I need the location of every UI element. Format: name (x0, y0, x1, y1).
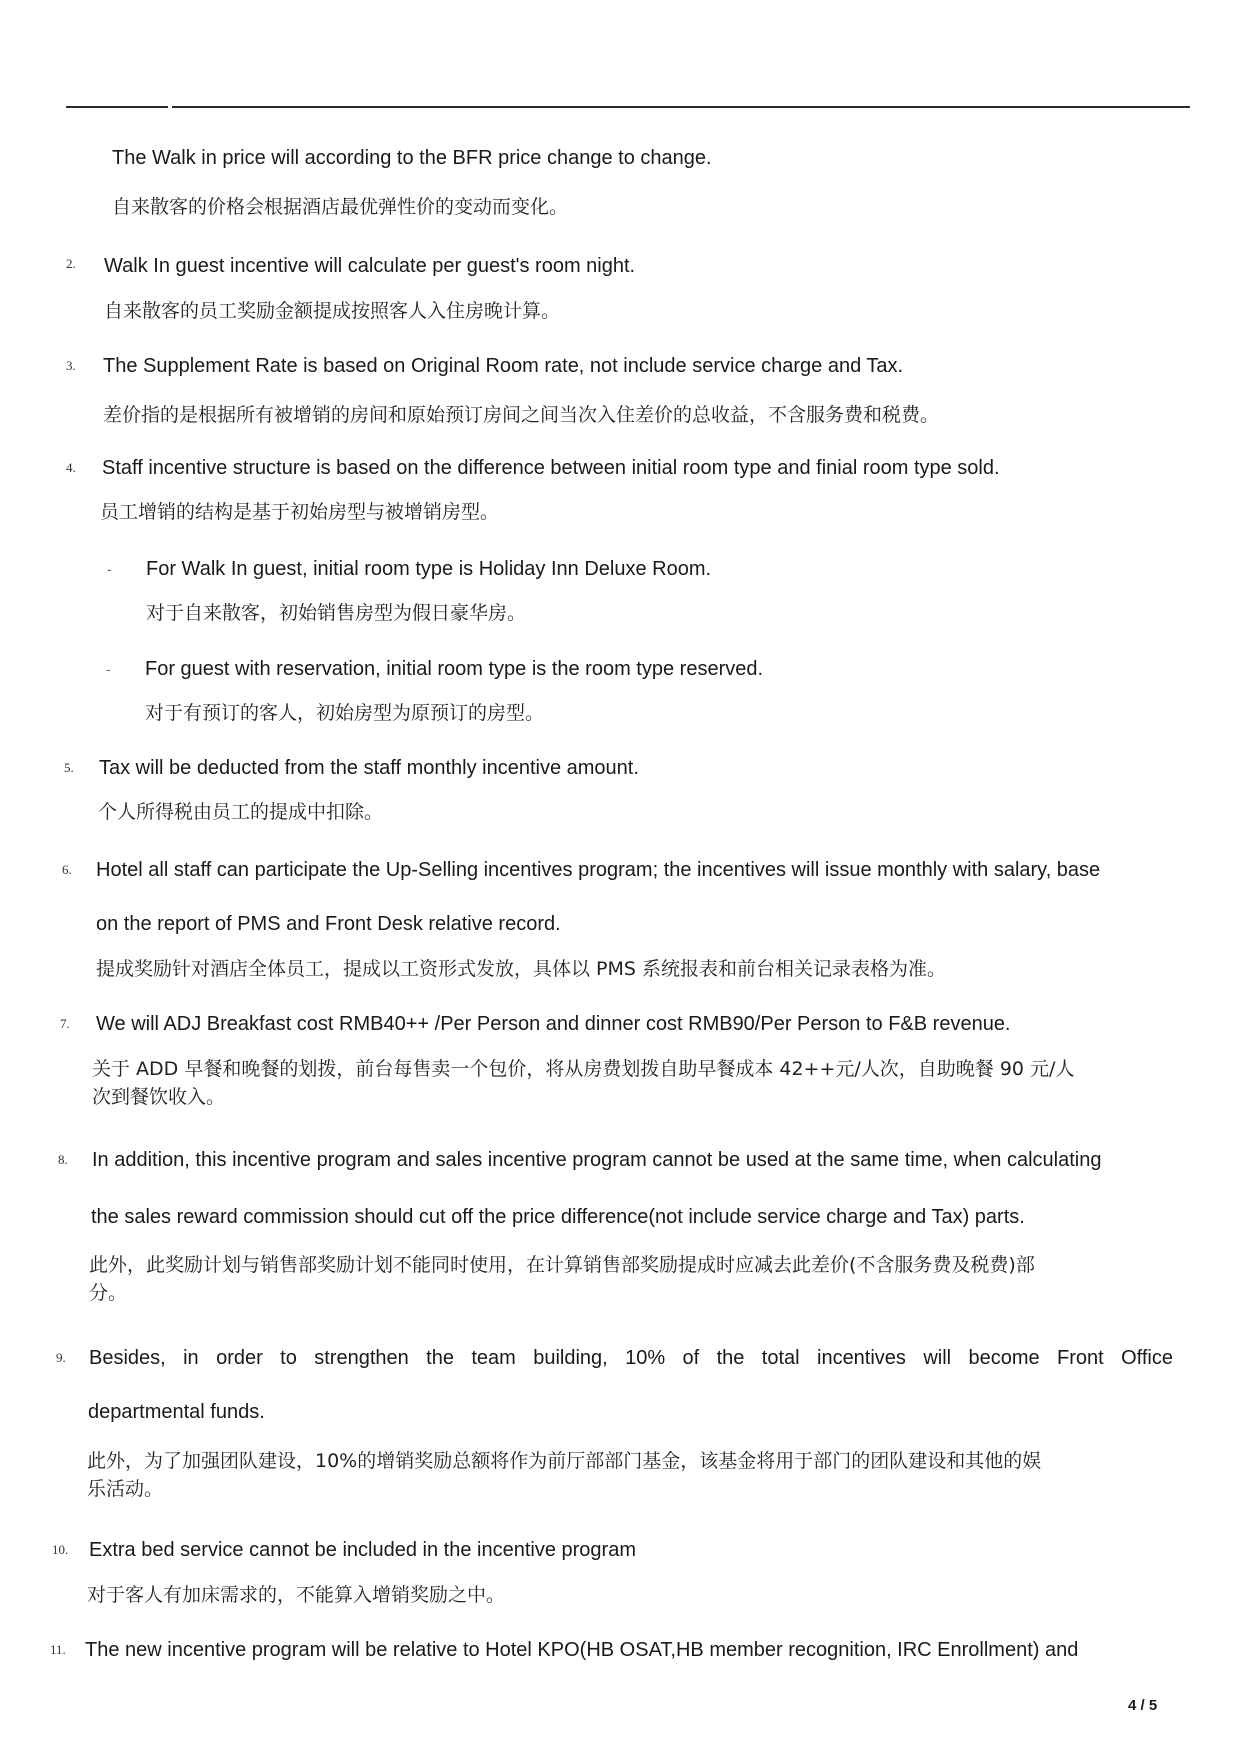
item-number: 10. (52, 1542, 69, 1557)
item-number: 3. (66, 358, 76, 373)
item-number: 11. (50, 1642, 66, 1657)
sub-item-english: For Walk In guest, initial room type is Holiday Inn Deluxe Room. (146, 558, 712, 580)
item-chinese: 员工增销的结构是基于初始房型与被增销房型。 (100, 501, 500, 523)
sub-item-chinese: 对于有预订的客人，初始房型为原预订的房型。 (145, 702, 545, 724)
item-chinese-line1: 此外，为了加强团队建设，10%的增销奖励总额将作为前厅部部门基金，该基金将用于部门的团队建设和其他的娱 (87, 1450, 1042, 1472)
item-number: 4. (66, 460, 76, 475)
item-english-line1: Hotel all staff can participate the Up-Selling incentives program; the incentives will issue monthly with salary, base (96, 859, 1101, 881)
item-number: 7. (60, 1016, 70, 1031)
item-number: 2. (66, 256, 76, 271)
item-chinese-line1: 关于 ADD 早餐和晚餐的划拨，前台每售卖一个包价，将从房费划拨自助早餐成本 42++元/人次，自助晚餐 90 元/人 (92, 1058, 1075, 1080)
item-english: Extra bed service cannot be included in the incentive program (89, 1539, 636, 1561)
page-number: 4 / 5 (1128, 1697, 1158, 1714)
item-english-line1: In addition, this incentive program and sales incentive program cannot be used at the same time, when calculating (92, 1149, 1102, 1171)
item-english: We will ADJ Breakfast cost RMB40++ /Per Person and dinner cost RMB90/Per Person to F&B revenue. (96, 1013, 1011, 1035)
item-chinese: 对于客人有加床需求的，不能算入增销奖励之中。 (87, 1584, 506, 1606)
item-english: The new incentive program will be relative to Hotel KPO(HB OSAT,HB member recognition, IRC Enrollment) and (85, 1639, 1079, 1661)
header-rule-gap (168, 104, 172, 109)
sub-bullet-dash: - (106, 661, 111, 677)
sub-item-english: For guest with reservation, initial room type is the room type reserved. (145, 658, 764, 680)
item-english-line2: departmental funds. (88, 1401, 265, 1423)
intro-english: The Walk in price will according to the BFR price change to change. (112, 147, 712, 169)
sub-bullet-dash: - (107, 561, 112, 577)
item-number: 8. (58, 1152, 68, 1167)
item-chinese: 自来散客的员工奖励金额提成按照客人入住房晚计算。 (104, 300, 561, 322)
item-chinese-line2: 分。 (89, 1282, 128, 1304)
sub-item-chinese: 对于自来散客，初始销售房型为假日豪华房。 (146, 602, 527, 624)
item-english: Walk In guest incentive will calculate per guest's room night. (104, 255, 636, 277)
item-chinese-line2: 乐活动。 (87, 1478, 164, 1500)
item-number: 9. (56, 1350, 66, 1365)
item-english: The Supplement Rate is based on Original Room rate, not include service charge and Tax. (103, 355, 904, 377)
item-chinese: 提成奖励针对酒店全体员工，提成以工资形式发放，具体以 PMS 系统报表和前台相关记录表格为准。 (96, 958, 946, 980)
item-number: 6. (62, 862, 72, 877)
item-english-line2: on the report of PMS and Front Desk relative record. (96, 913, 561, 935)
item-number: 5. (64, 760, 74, 775)
item-english: Tax will be deducted from the staff monthly incentive amount. (99, 757, 639, 779)
item-chinese-line2: 次到餐饮收入。 (92, 1086, 226, 1108)
item-english: Staff incentive structure is based on the difference between initial room type and finial room type sold. (102, 457, 1000, 479)
item-chinese: 个人所得税由员工的提成中扣除。 (98, 801, 384, 823)
intro-chinese: 自来散客的价格会根据酒店最优弹性价的变动而变化。 (112, 196, 569, 218)
item-chinese: 差价指的是根据所有被增销的房间和原始预订房间之间当次入住差价的总收益，不含服务费和税费。 (103, 404, 940, 426)
item-english-line1: Besides, in order to strengthen the team building, 10% of the total incentives will become Front Office (89, 1347, 1173, 1369)
item-chinese-line1: 此外，此奖励计划与销售部奖励计划不能同时使用，在计算销售部奖励提成时应减去此差价(不含服务费及税费)部 (89, 1254, 1035, 1276)
item-english-line2: the sales reward commission should cut off the price difference(not include service charge and Tax) parts. (91, 1206, 1025, 1228)
header-rule (66, 106, 1190, 108)
